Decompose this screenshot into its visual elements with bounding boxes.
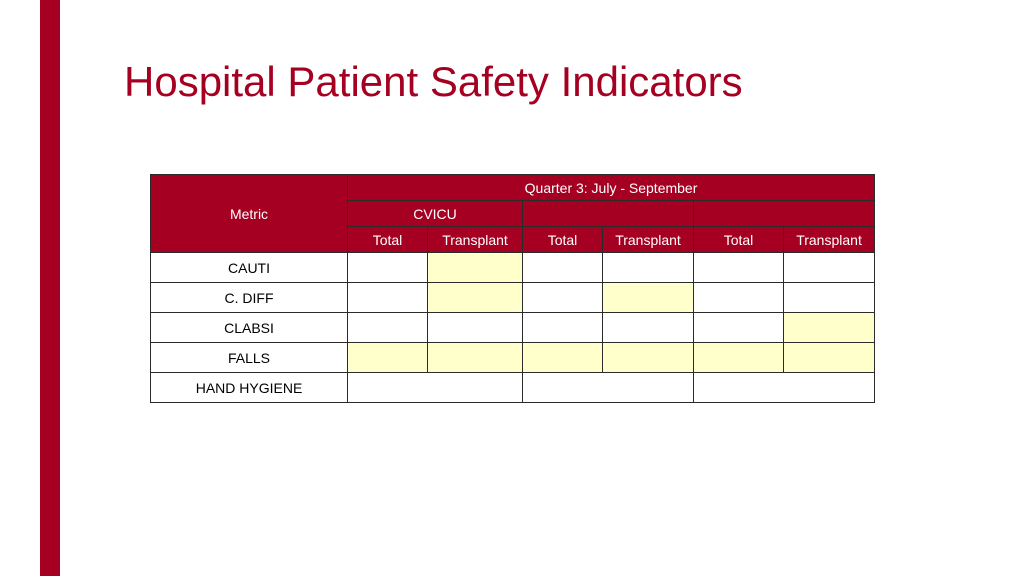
unit-header-2: [523, 201, 694, 227]
highlighted-cell: [428, 253, 523, 283]
metric-label: FALLS: [151, 343, 348, 373]
highlighted-cell: [694, 343, 784, 373]
highlighted-cell: [784, 343, 875, 373]
quarter-header: Quarter 3: July - September: [348, 175, 875, 201]
highlighted-cell: [603, 283, 694, 313]
highlighted-cell: [784, 313, 875, 343]
data-cell: [523, 313, 603, 343]
metric-label: CLABSI: [151, 313, 348, 343]
data-cell: [348, 373, 523, 403]
subheader-transplant: Transplant: [428, 227, 523, 253]
accent-bar: [40, 0, 60, 576]
data-cell: [603, 313, 694, 343]
subheader-total: Total: [694, 227, 784, 253]
table-row: [151, 253, 875, 283]
data-cell: [784, 283, 875, 313]
subheader-total: Total: [348, 227, 428, 253]
data-cell: [784, 253, 875, 283]
data-cell: [694, 253, 784, 283]
highlighted-cell: [348, 343, 428, 373]
unit-header-1: CVICU: [348, 201, 523, 227]
subheader-transplant: Transplant: [603, 227, 694, 253]
data-cell: [694, 283, 784, 313]
highlighted-cell: [428, 343, 523, 373]
data-cell: [523, 253, 603, 283]
data-cell: [523, 373, 694, 403]
page-title: Hospital Patient Safety Indicators: [124, 58, 743, 105]
metric-label: C. DIFF: [151, 283, 348, 313]
highlighted-cell: [428, 283, 523, 313]
table-row: [151, 283, 875, 313]
data-cell: [694, 373, 875, 403]
subheader-total: Total: [523, 227, 603, 253]
data-cell: [348, 253, 428, 283]
safety-indicators-table: [150, 174, 875, 403]
data-cell: [694, 313, 784, 343]
data-cell: [603, 253, 694, 283]
table-row: [151, 343, 875, 373]
metric-header: Metric: [151, 175, 348, 253]
table-row: [151, 373, 875, 403]
data-cell: [348, 313, 428, 343]
header-row-quarter: [151, 175, 875, 201]
table-body: [151, 253, 875, 403]
subheader-transplant: Transplant: [784, 227, 875, 253]
unit-header-3: [694, 201, 875, 227]
data-cell: [428, 313, 523, 343]
metric-label: HAND HYGIENE: [151, 373, 348, 403]
data-cell: [523, 283, 603, 313]
highlighted-cell: [523, 343, 603, 373]
metric-label: CAUTI: [151, 253, 348, 283]
highlighted-cell: [603, 343, 694, 373]
table-row: [151, 313, 875, 343]
data-cell: [348, 283, 428, 313]
